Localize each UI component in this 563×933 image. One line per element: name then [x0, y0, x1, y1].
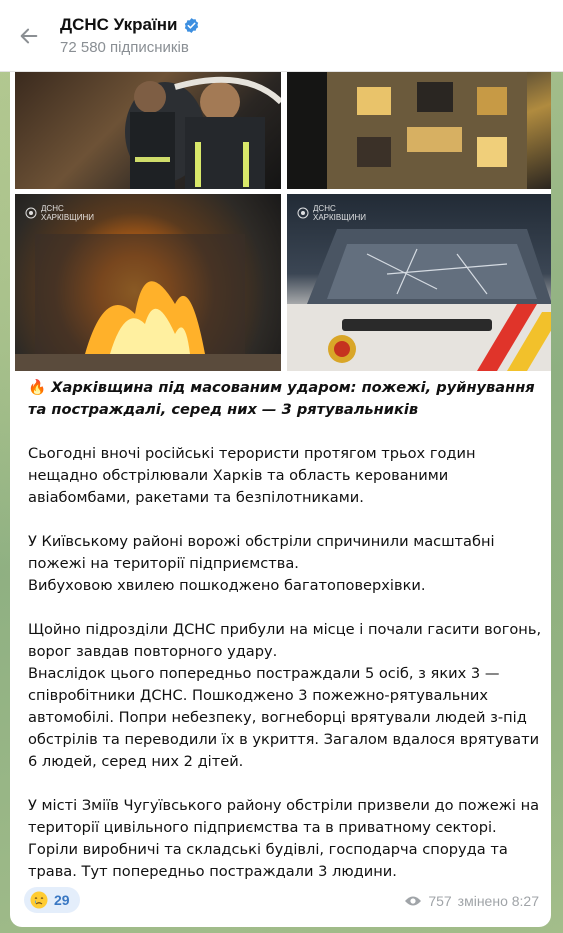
photo-burning-kiosk[interactable]	[15, 194, 281, 371]
firefighters-illustration	[15, 72, 281, 189]
chat-header	[0, 0, 563, 72]
post-headline	[28, 377, 543, 421]
arrow-left-icon	[18, 25, 40, 47]
watermark-bottom: ХАРКІВЩИНИ	[41, 213, 95, 222]
message-meta	[404, 893, 539, 909]
edited-time: змінено 8:27	[457, 893, 539, 909]
eye-icon	[404, 895, 422, 907]
channel-title: ДСНС України	[60, 15, 178, 34]
paragraph-1	[28, 443, 543, 509]
paragraph-line: Щойно підрозділи ДСНС прибули на місце і почали гасити вогонь, ворог завдав повторного удару.	[28, 621, 542, 660]
photo-damaged-building[interactable]	[287, 72, 551, 189]
message-footer	[10, 883, 551, 927]
headline-text: Харківщина під масованим ударом: пожежі, руйнування та постраждалі, серед них — 3 рятувальників	[28, 379, 535, 418]
reaction-count: 29	[54, 892, 70, 908]
photo-firefighters[interactable]	[15, 72, 281, 189]
paragraph-line: У місті Зміїв Чугуївського району обстріли призвели до пожежі на території цивільного підприємства та в приватному секторі. Горіли виробничі та складські будівлі, господарча споруда та трава. Тут попередньо постраждали 3 людини.	[28, 797, 540, 880]
paragraph-line: Вибуховою хвилею пошкоджено багатоповерхівки.	[28, 577, 426, 594]
watermark-top: ДСНС	[41, 204, 64, 213]
paragraph-3	[28, 619, 543, 773]
reaction-button[interactable]	[24, 887, 80, 913]
photo-damaged-vehicle[interactable]	[287, 194, 551, 371]
paragraph-line: Сьогодні вночі російські терористи протягом трьох годин нещадно обстрілювали Харків та область керованими авіабомбами, ракетами та безпілотниками.	[28, 445, 476, 506]
photo-album	[15, 72, 551, 372]
crying-face-emoji	[30, 891, 48, 909]
message-bubble	[10, 72, 551, 927]
watermark-top: ДСНС	[313, 204, 336, 213]
back-button[interactable]	[16, 23, 42, 49]
watermark-bottom: ХАРКІВЩИНИ	[313, 213, 367, 222]
channel-info[interactable]	[60, 15, 200, 56]
paragraph-2	[28, 531, 543, 597]
paragraph-4	[28, 795, 543, 883]
post-text	[28, 377, 543, 883]
view-count: 757	[428, 893, 452, 909]
fire-emoji: 🔥	[28, 379, 47, 396]
building-illustration	[287, 72, 551, 189]
photo-watermark	[25, 204, 94, 222]
photo-watermark	[297, 204, 366, 222]
emblem-icon	[297, 207, 309, 219]
verified-badge-icon	[183, 17, 200, 34]
emblem-icon	[25, 207, 37, 219]
paragraph-line: У Київському районі ворожі обстріли спричинили масштабні пожежі на території підприємства.	[28, 533, 495, 572]
paragraph-line: Внаслідок цього попередньо постраждали 5 осіб, з яких 3 — співробітники ДСНС. Пошкоджено 3 пожежно-рятувальних автомобілі. Попри небезпеку, вогнеборці врятували людей з-під обстрілів та переводили їх в укриття. Загалом вдалося врятувати 6 людей, серед них 2 дітей.	[28, 665, 540, 770]
subscriber-count: 72 580 підписників	[60, 39, 189, 56]
